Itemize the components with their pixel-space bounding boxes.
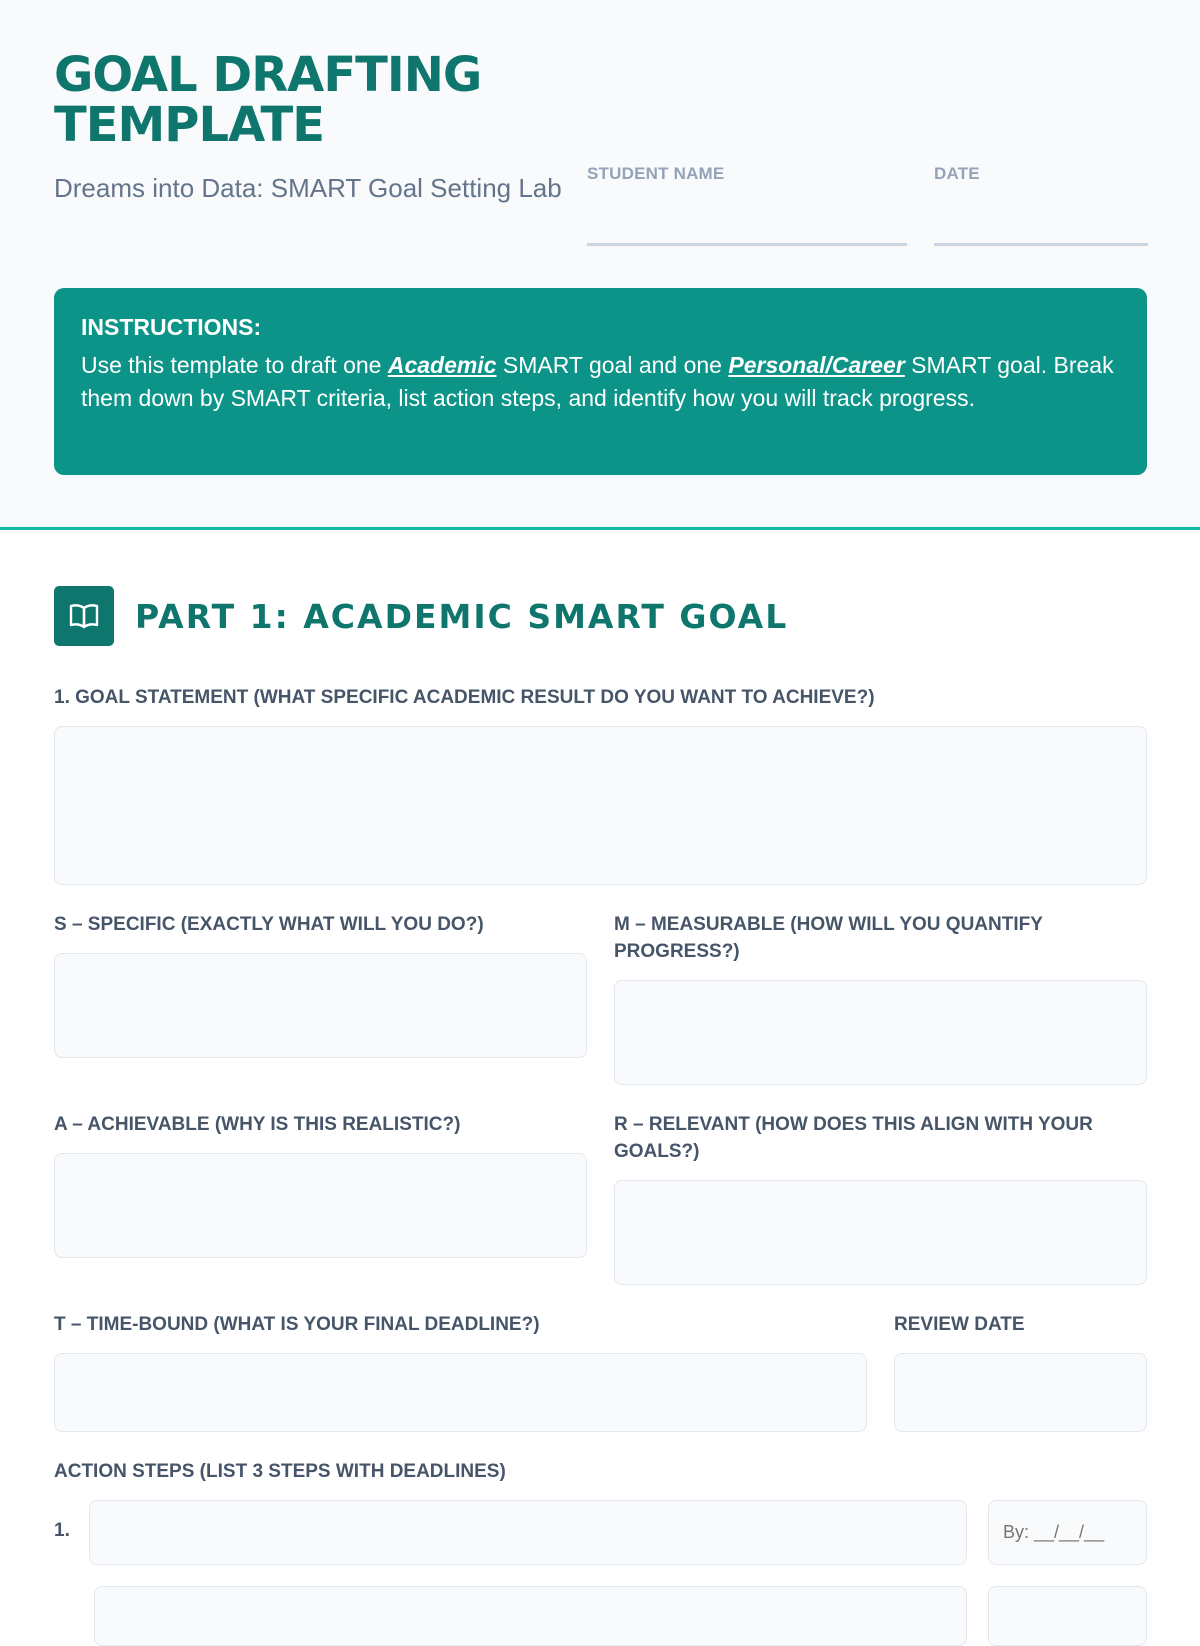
instructions-heading: INSTRUCTIONS: [81, 314, 262, 340]
action-step-2-field[interactable] [94, 1586, 967, 1646]
instructions-emphasis-personal-career: Personal/Career [728, 352, 905, 378]
action-step-1-date[interactable] [988, 1500, 1147, 1565]
action-step-1-field[interactable] [89, 1500, 967, 1565]
instructions-text [81, 349, 1120, 415]
instructions-box [54, 288, 1147, 475]
measurable-label: M – MEASURABLE (HOW WILL YOU QUANTIFY PROGRESS?) [614, 914, 1043, 962]
date-field[interactable] [934, 243, 1148, 246]
part1-header [54, 586, 788, 646]
achievable-field[interactable] [54, 1153, 587, 1258]
page-title: GOAL DRAFTING TEMPLATE [54, 47, 482, 153]
instructions-emphasis-academic: Academic [387, 352, 497, 378]
measurable-field[interactable] [614, 980, 1147, 1085]
relevant-field[interactable] [614, 1180, 1147, 1285]
action-step-1-date-input[interactable] [989, 1501, 1146, 1564]
review-date-label: REVIEW DATE [894, 1314, 1025, 1335]
relevant-label: R – RELEVANT (HOW DOES THIS ALIGN WITH YOUR GOALS?) [614, 1114, 1093, 1162]
review-date-field[interactable] [894, 1353, 1147, 1432]
student-name-field[interactable] [587, 243, 907, 246]
page-subtitle: Dreams into Data: SMART Goal Setting Lab [54, 173, 562, 203]
open-book-icon [54, 586, 114, 646]
student-name-label: STUDENT NAME [587, 164, 725, 183]
instructions-text-part: Use this template to draft one [81, 352, 388, 378]
goal-statement-label: 1. GOAL STATEMENT (WHAT SPECIFIC ACADEMIC RESULT DO YOU WANT TO ACHIEVE?) [54, 687, 875, 708]
specific-label: S – SPECIFIC (EXACTLY WHAT WILL YOU DO?) [54, 914, 484, 935]
action-step-2-date[interactable] [988, 1586, 1147, 1646]
date-label: DATE [934, 164, 980, 183]
instructions-text-part: SMART goal and one [496, 352, 729, 378]
specific-field[interactable] [54, 953, 587, 1058]
instructions-text-part: SMART goal. Break them down by SMART criteria, list action steps, and identify how you will track progress. [81, 352, 1114, 411]
header [0, 0, 1200, 530]
time-bound-label: T – TIME-BOUND (WHAT IS YOUR FINAL DEADLINE?) [54, 1314, 540, 1335]
action-step-number: 1. [54, 1520, 70, 1541]
action-steps-label: ACTION STEPS (LIST 3 STEPS WITH DEADLINES) [54, 1461, 506, 1482]
part1-title: PART 1: ACADEMIC SMART GOAL [135, 596, 789, 636]
achievable-label: A – ACHIEVABLE (WHY IS THIS REALISTIC?) [54, 1114, 461, 1135]
goal-statement-field[interactable] [54, 726, 1147, 885]
time-bound-field[interactable] [54, 1353, 867, 1432]
